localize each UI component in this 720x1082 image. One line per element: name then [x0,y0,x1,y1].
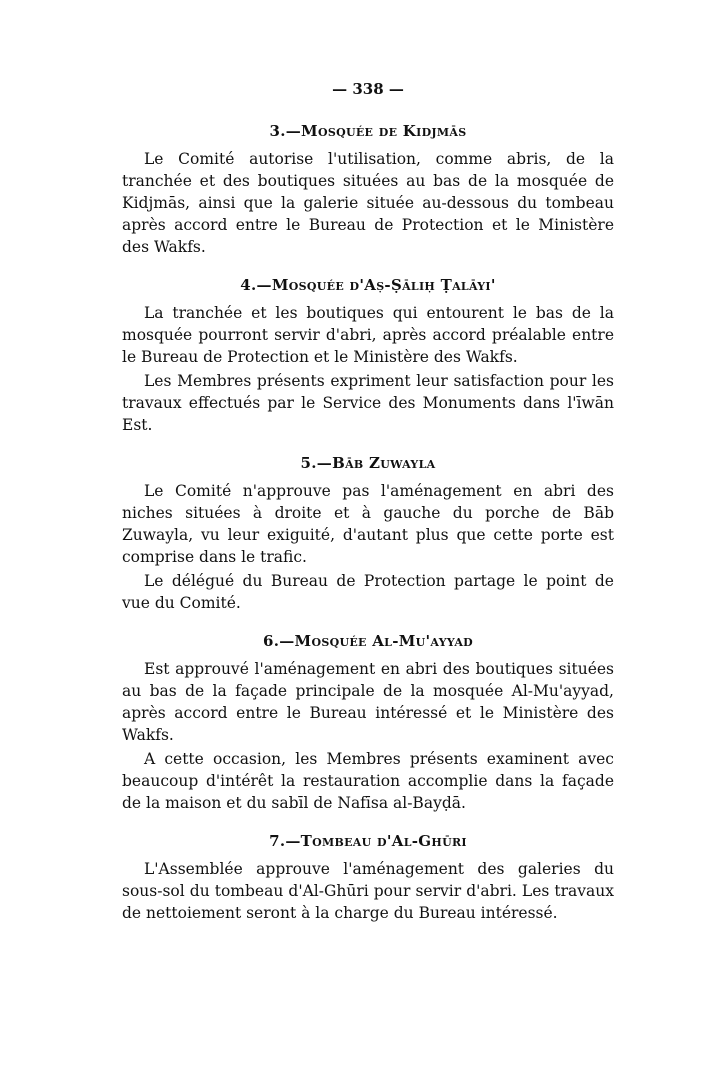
paragraph: Est approuvé l'aménagement en abri des boutiques situées au bas de la façade principale de la mosquée Al-Mu'ayyad, après accord entre le Bureau intéressé et le Ministère des Wakfs. [122,660,614,744]
page-number: — 338 — [332,80,404,98]
document-page [122,80,614,942]
section-title: 7.—Tombeau d'Al-Ghūri [269,832,467,850]
section-al-muayyad [122,632,614,814]
section-kidjmas [122,122,614,258]
paragraph: A cette occasion, les Membres présents examinent avec beaucoup d'intérêt la restauration accomplie dans la façade de la maison et du sabīl de Nafīsa al-Bayḍā. [122,750,614,812]
section-title: 3.—Mosquée de Kidjmās [269,122,467,140]
section-bab-zuwayla [122,454,614,614]
paragraph: La tranchée et les boutiques qui entourent le bas de la mosquée pourront servir d'abri, après accord préalable entre le Bureau de Protection et le Ministère des Wakfs. [122,304,614,366]
section-title: 6.—Mosquée Al-Mu'ayyad [262,632,473,650]
paragraph: Les Membres présents expriment leur satisfaction pour les travaux effectués par le Service des Monuments dans l'īwān Est. [122,372,614,434]
paragraph: L'Assemblée approuve l'aménagement des galeries du sous-sol du tombeau d'Al-Ghūri pour servir d'abri. Les travaux de nettoiement seront à la charge du Bureau intéressé. [122,860,614,922]
section-title: 4.—Mosquée d'Aṣ-Ṣāliḥ Ṭalāyi' [240,276,496,294]
paragraph: Le Comité autorise l'utilisation, comme abris, de la tranchée et des boutiques situées au bas de la mosquée de Kidjmās, ainsi que la galerie située au-dessous du tombeau après accord entre le Bureau de Protection et le Ministère des Wakfs. [122,150,614,256]
section-al-ghuri [122,832,614,924]
paragraph: Le délégué du Bureau de Protection partage le point de vue du Comité. [122,572,614,612]
paragraph: Le Comité n'approuve pas l'aménagement en abri des niches situées à droite et à gauche du porche de Bāb Zuwayla, vu leur exiguité, d'autant plus que cette porte est comprise dans le trafic. [122,482,614,566]
section-title: 5.—Bāb Zuwayla [300,454,436,472]
section-as-salih-talayi [122,276,614,436]
